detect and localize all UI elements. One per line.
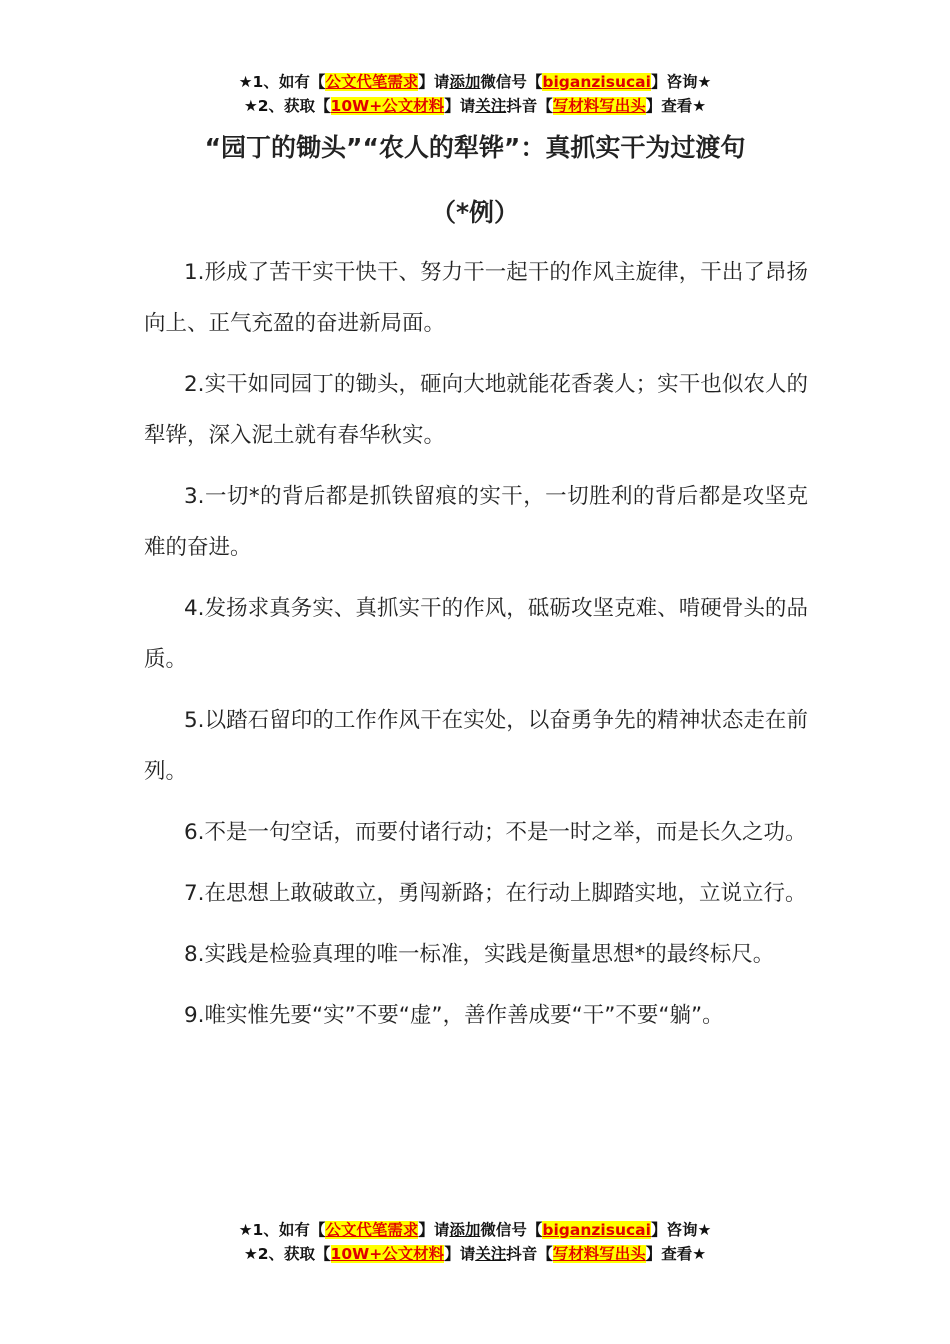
promo-text: 】查看★ xyxy=(645,1245,707,1263)
promo-underline: 添加 xyxy=(449,73,481,91)
document-subtitle: （*例） xyxy=(430,198,520,227)
promo-underline: 添加 xyxy=(449,1221,481,1239)
promo-text: 2、获取【 xyxy=(257,97,331,115)
promo-douyin-id: 写材料写出头 xyxy=(552,1245,646,1263)
paragraph: 9.唯实惟先要“实”不要“虚”，善作善成要“干”不要“躺”。 xyxy=(184,1003,724,1028)
promo-banner-bottom xyxy=(0,1218,950,1266)
paragraph: 6.不是一句空话，而要付诸行动；不是一时之举，而是长久之功。 xyxy=(184,820,807,845)
paragraph: 5.以踏石留印的工作作风干在实处，以奋勇争先的精神状态走在前列。 xyxy=(144,708,808,784)
paragraph: 8.实践是检验真理的唯一标准，实践是衡量思想*的最终标尺。 xyxy=(184,942,775,967)
star-icon: ★ xyxy=(243,97,258,115)
promo-underline: 关注 xyxy=(475,1245,507,1263)
promo-text: 】请 xyxy=(418,1221,450,1239)
promo-text: 微信号【 xyxy=(480,1221,543,1239)
promo-line-1 xyxy=(0,1218,950,1242)
promo-text: 2、获取【 xyxy=(257,1245,331,1263)
promo-highlight: 公文代笔需求 xyxy=(325,73,419,91)
star-icon: ★ xyxy=(238,1221,253,1239)
promo-underline: 关注 xyxy=(475,97,507,115)
document-title: “园丁的锄头”“农人的犁铧”：真抓实干为过渡句 xyxy=(204,133,746,162)
promo-text: 】查看★ xyxy=(645,97,707,115)
star-icon: ★ xyxy=(243,1245,258,1263)
promo-line-2 xyxy=(0,94,950,118)
promo-highlight: 10W+公文材料 xyxy=(330,1245,445,1263)
promo-text: 】咨询★ xyxy=(650,73,712,91)
paragraph: 7.在思想上敢破敢立，勇闯新路；在行动上脚踏实地，立说立行。 xyxy=(184,881,807,906)
paragraph: 2.实干如同园丁的锄头，砸向大地就能花香袭人；实干也似农人的犁铧，深入泥土就有春华秋实。 xyxy=(144,372,808,448)
promo-text: 】咨询★ xyxy=(650,1221,712,1239)
promo-text: 微信号【 xyxy=(480,73,543,91)
paragraph: 3.一切*的背后都是抓铁留痕的实干，一切胜利的背后都是攻坚克难的奋进。 xyxy=(144,484,808,560)
star-icon: ★ xyxy=(238,73,253,91)
promo-highlight: 公文代笔需求 xyxy=(325,1221,419,1239)
promo-wechat-id: biganzisucai xyxy=(542,73,651,91)
promo-text: 1、如有【 xyxy=(252,1221,326,1239)
promo-text: 1、如有【 xyxy=(252,73,326,91)
promo-text: 】请 xyxy=(444,1245,476,1263)
promo-text: 】请 xyxy=(444,97,476,115)
promo-line-2 xyxy=(0,1242,950,1266)
promo-banner-top xyxy=(0,70,950,118)
promo-line-1 xyxy=(0,70,950,94)
promo-highlight: 10W+公文材料 xyxy=(330,97,445,115)
paragraph: 1.形成了苦干实干快干、努力干一起干的作风主旋律，干出了昂扬向上、正气充盈的奋进新局面。 xyxy=(144,260,808,336)
paragraph: 4.发扬求真务实、真抓实干的作风，砥砺攻坚克难、啃硬骨头的品质。 xyxy=(144,596,808,672)
document-body xyxy=(144,247,808,1051)
promo-wechat-id: biganzisucai xyxy=(542,1221,651,1239)
promo-text: 抖音【 xyxy=(506,1245,553,1263)
promo-douyin-id: 写材料写出头 xyxy=(552,97,646,115)
promo-text: 抖音【 xyxy=(506,97,553,115)
promo-text: 】请 xyxy=(418,73,450,91)
